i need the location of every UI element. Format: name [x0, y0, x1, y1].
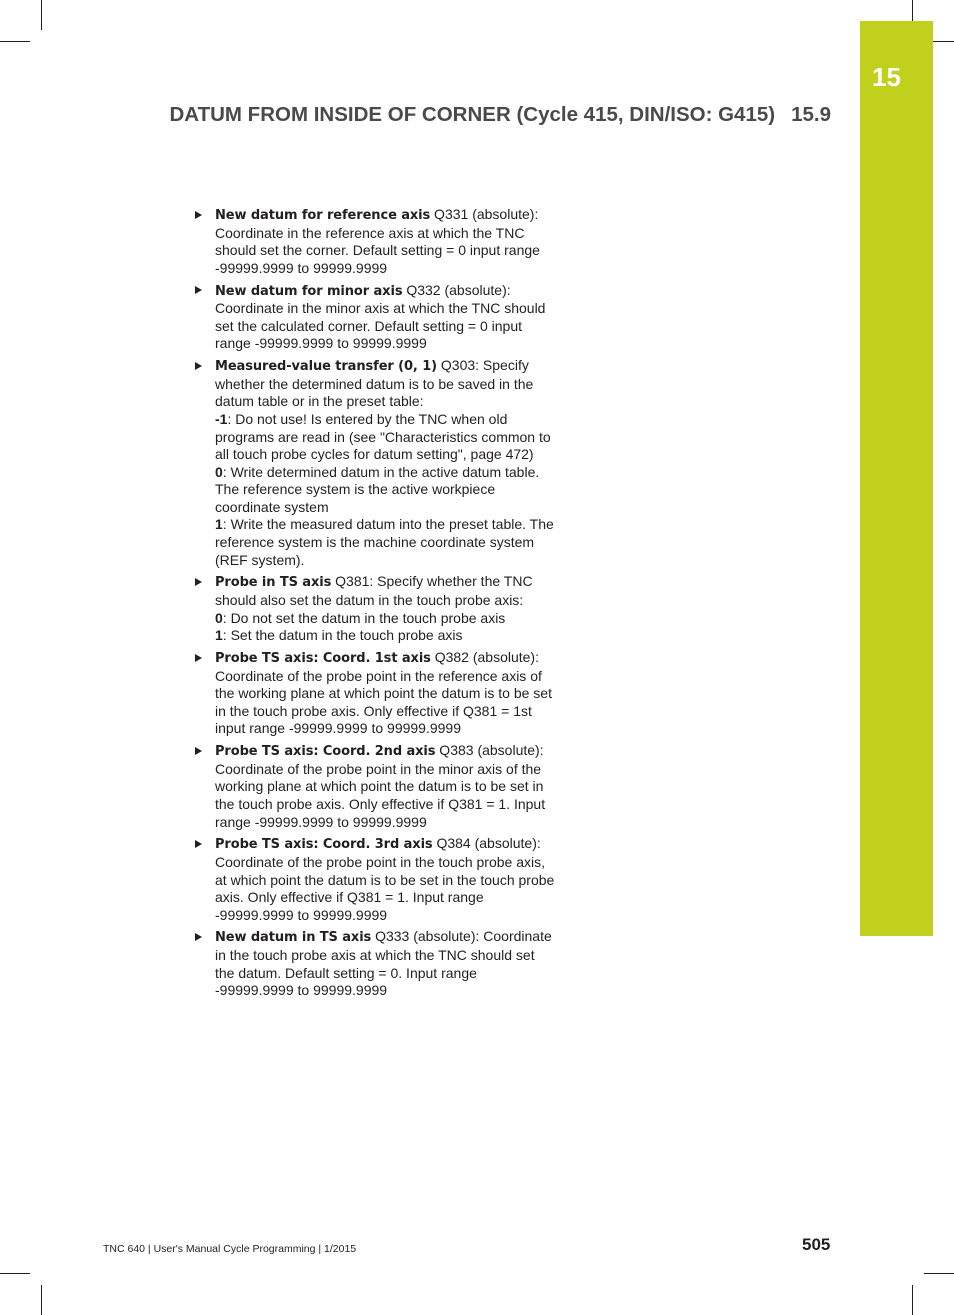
option-text: : Set the datum in the touch probe axis: [222, 627, 463, 644]
option-key: -1: [215, 410, 228, 427]
parameter-name: Probe TS axis: Coord. 3rd axis: [215, 837, 433, 853]
crop-mark: [41, 1285, 42, 1315]
parameter-description: Q303: Specify whether the determined datum is to be saved in the datum table or in the preset table:: [215, 357, 534, 410]
parameter-name: Probe in TS axis: [215, 575, 332, 591]
parameter-name: New datum in TS axis: [215, 930, 372, 946]
triangle-bullet-icon: [195, 933, 202, 941]
parameter-name: Measured-value transfer (0, 1): [215, 359, 437, 375]
parameter-description: Q333 (absolute): Coordinate in the touch probe axis at which the TNC should set the datum. Default setting = 0. Input range -99999.9999 to 99999.9999: [215, 928, 552, 999]
option-line: [215, 411, 557, 464]
parameter-description: Q383 (absolute): Coordinate of the probe point in the minor axis of the working plane at which point the datum is to be set in the touch probe axis. Only effective if Q381 = 1. Input range -99999.9999 to 99999.9999: [215, 742, 546, 830]
crop-mark: [41, 0, 42, 30]
option-text: : Do not use! Is entered by the TNC when old programs are read in (see "Characteristics common to all touch probe cycles for datum setting", page 472): [215, 410, 551, 463]
option-line: [215, 516, 557, 569]
parameter-description: Q332 (absolute): Coordinate in the minor axis at which the TNC should set the calculated corner. Default setting = 0 input range -99999.9999 to 99999.9999: [215, 281, 546, 352]
crop-mark: [0, 1273, 30, 1274]
list-item: [195, 357, 557, 569]
parameter-description: Q331 (absolute): Coordinate in the reference axis at which the TNC should set the corner. Default setting = 0 input range -99999.9999 to 99999.9999: [215, 206, 540, 276]
triangle-bullet-icon: [195, 747, 202, 755]
parameter-name: Probe TS axis: Coord. 2nd axis: [215, 744, 436, 760]
option-key: 1: [215, 516, 223, 533]
chapter-number: 15: [872, 62, 901, 92]
triangle-bullet-icon: [195, 654, 202, 662]
parameter-description: Q382 (absolute): Coordinate of the probe point in the reference axis of the working plane at which point the datum is to be set in the touch probe axis. Only effective if Q381 = 1st input range -99999.9999 to 99999.9999: [215, 649, 552, 737]
parameter-list: [195, 206, 557, 1004]
section-number: 15.9: [791, 103, 831, 126]
option-key: 0: [215, 609, 223, 626]
option-key: 1: [215, 627, 223, 644]
page-number: 505: [802, 1235, 831, 1254]
list-item: [195, 928, 557, 999]
footer-text: TNC 640 | User's Manual Cycle Programming | 1/2015: [103, 1243, 357, 1255]
option-line: [215, 610, 557, 628]
list-item: [195, 742, 557, 831]
chapter-tab: [860, 21, 933, 936]
triangle-bullet-icon: [195, 362, 202, 370]
header-title: DATUM FROM INSIDE OF CORNER (Cycle 415, DIN/ISO: G415): [169, 103, 776, 126]
list-item: [195, 573, 557, 644]
parameter-name: New datum for minor axis: [215, 283, 403, 299]
parameter-name: New datum for reference axis: [215, 208, 431, 223]
parameter-name: Probe TS axis: Coord. 1st axis: [215, 651, 431, 666]
list-item: [195, 649, 557, 738]
triangle-bullet-icon: [195, 211, 202, 219]
option-line: [215, 627, 557, 645]
list-item: [195, 282, 557, 353]
option-line: [215, 464, 557, 517]
page-header: [0, 103, 831, 127]
option-key: 0: [215, 463, 223, 480]
option-text: : Write determined datum in the active datum table. The reference system is the active workpiece coordinate system: [215, 463, 540, 515]
crop-mark: [924, 1273, 954, 1274]
crop-mark: [0, 41, 30, 42]
triangle-bullet-icon: [195, 578, 202, 586]
option-text: : Write the measured datum into the preset table. The reference system is the machine coordinate system (REF system).: [215, 516, 554, 568]
parameter-description: Q381: Specify whether the TNC should also set the datum in the touch probe axis:: [215, 573, 533, 609]
crop-mark: [912, 1285, 913, 1315]
parameter-description: Q384 (absolute): Coordinate of the probe point in the touch probe axis, at which point the datum is to be set in the touch probe axis. Only effective if Q381 = 1. Input range -99999.9999 to 99999.9999: [215, 835, 555, 923]
list-item: [195, 835, 557, 924]
list-item: [195, 206, 557, 277]
triangle-bullet-icon: [195, 840, 202, 848]
triangle-bullet-icon: [195, 286, 202, 294]
option-text: : Do not set the datum in the touch probe axis: [222, 609, 506, 626]
